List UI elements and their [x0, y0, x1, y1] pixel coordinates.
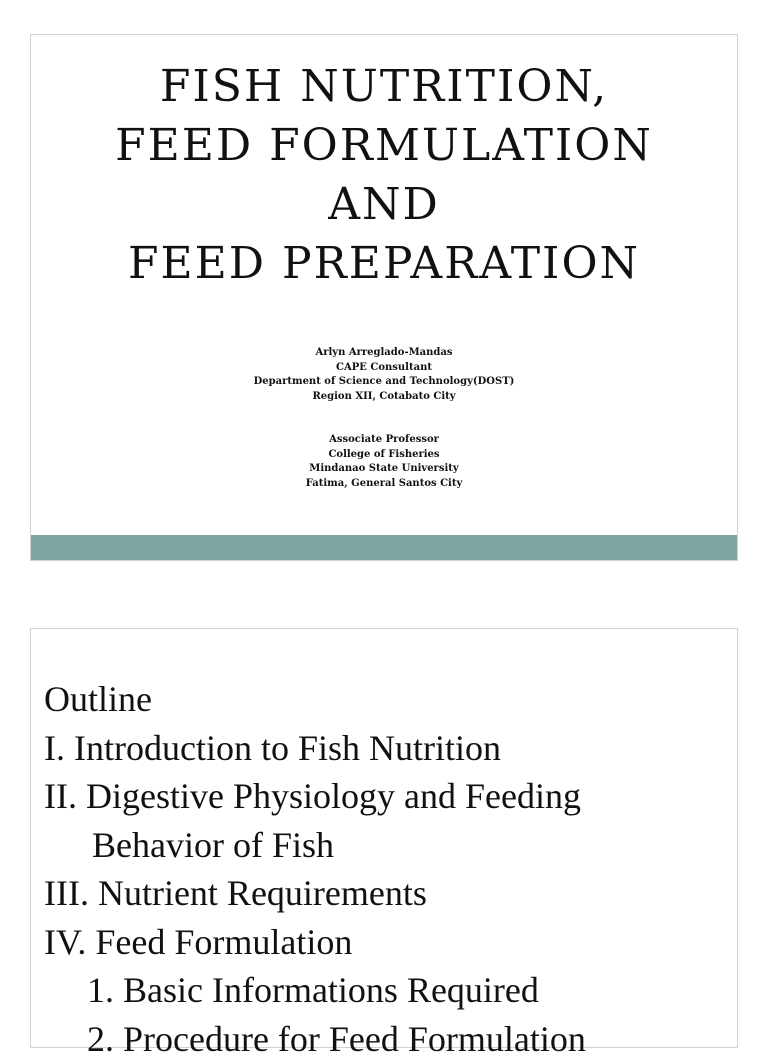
- author-name: Arlyn Arreglado-Mandas: [31, 346, 737, 361]
- outline-item: III. Nutrient Requirements: [44, 869, 586, 918]
- title-line: FEED FORMULATION: [31, 116, 737, 175]
- outline-item: II. Digestive Physiology and Feeding: [44, 772, 586, 821]
- outline-item: I. Introduction to Fish Nutrition: [44, 724, 586, 773]
- title-line: FISH NUTRITION,: [31, 57, 737, 116]
- slide-footer-bar: [31, 535, 737, 560]
- author-block: [31, 346, 737, 404]
- author-location: Region XII, Cotabato City: [31, 390, 737, 405]
- outline-list: [44, 675, 586, 1063]
- outline-item: IV. Feed Formulation: [44, 918, 586, 967]
- affiliation-title: Associate Professor: [31, 433, 737, 448]
- affiliation-college: College of Fisheries: [31, 448, 737, 463]
- title-line: FEED PREPARATION: [31, 234, 737, 293]
- outline-slide: [30, 628, 738, 1048]
- author-role: CAPE Consultant: [31, 361, 737, 376]
- title-line: AND: [31, 175, 737, 234]
- outline-item-continuation: Behavior of Fish: [44, 821, 586, 870]
- title-slide: [30, 34, 738, 561]
- affiliation-block: [31, 433, 737, 491]
- outline-subitem: 2. Procedure for Feed Formulation: [44, 1015, 586, 1063]
- outline-heading: Outline: [44, 675, 586, 724]
- slide-title: [31, 57, 737, 293]
- outline-subitem: 1. Basic Informations Required: [44, 966, 586, 1015]
- affiliation-location: Fatima, General Santos City: [31, 477, 737, 492]
- author-organization: Department of Science and Technology(DOST): [31, 375, 737, 390]
- affiliation-university: Mindanao State University: [31, 462, 737, 477]
